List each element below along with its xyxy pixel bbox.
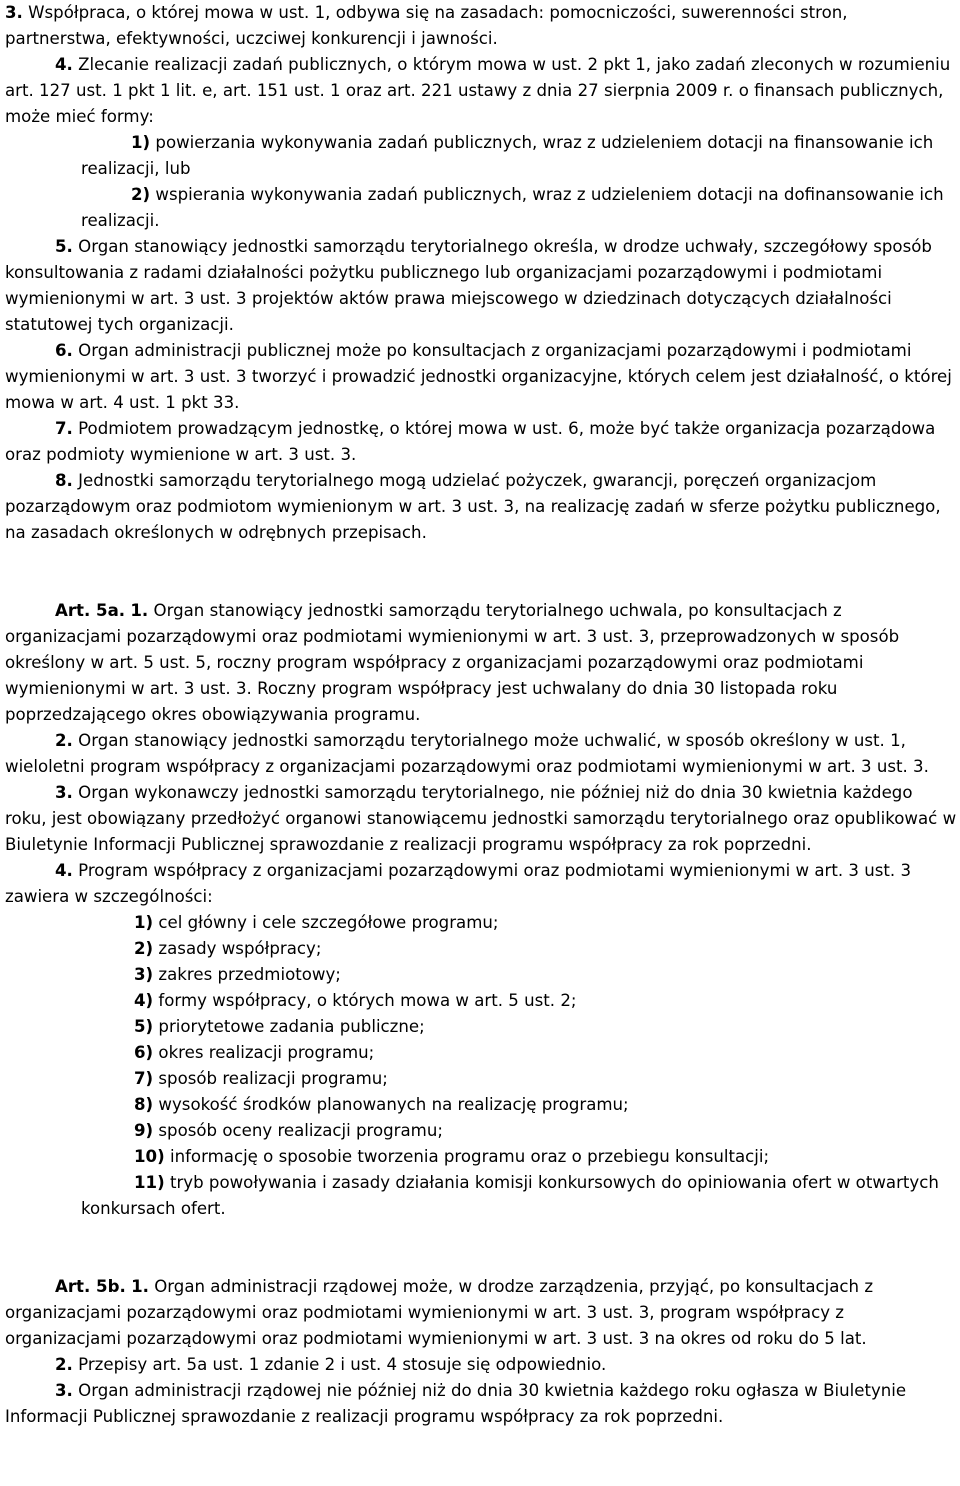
list-item-text: tryb powoływania i zasady działania komisji konkursowych do opiniowania ofert w otwartych konkursach ofert. — [81, 1173, 939, 1218]
list-item — [5, 1092, 957, 1118]
list-item-text: zakres przedmiotowy; — [153, 965, 341, 984]
paragraph-number: 6. — [55, 341, 73, 360]
point-text: wspierania wykonywania zadań publicznych, wraz z udzieleniem dotacji na dofinansowanie ich realizacji. — [81, 185, 944, 230]
list-item-text: formy współpracy, o których mowa w art. 5 ust. 2; — [153, 991, 577, 1010]
list-item-number: 6) — [134, 1043, 154, 1062]
paragraph-text: Organ wykonawczy jednostki samorządu terytorialnego, nie później niż do dnia 30 kwietnia każdego roku, jest obowiązany przedłożyć organowi stanowiącemu jednostki samorządu terytorialnego oraz opublikować w Biuletynie Informacji Publicznej sprawozdanie z realizacji programu współpracy za rok poprzedni. — [5, 783, 957, 854]
point-4-1 — [5, 130, 957, 182]
paragraph-5 — [5, 234, 957, 338]
paragraph-number: 3. — [55, 1381, 73, 1400]
list-item-number: 10) — [134, 1147, 165, 1166]
paragraph-text: Organ administracji rządowej może, w drodze zarządzenia, przyjąć, po konsultacjach z organizacjami pozarządowymi oraz podmiotami wymienionymi w art. 3 ust. 3, program współpracy z organizacjami pozarządowymi oraz podmiotami wymienionymi w art. 3 ust. 3 na okres od roku do 5 lat. — [5, 1277, 874, 1348]
spacer — [5, 546, 957, 572]
list-item — [5, 1118, 957, 1144]
paragraph-number: 3. — [55, 783, 73, 802]
list-item-number: 9) — [134, 1121, 154, 1140]
list-item-number: 1) — [134, 913, 154, 932]
paragraph-4 — [5, 52, 957, 130]
art5a-paragraph-1 — [5, 598, 957, 728]
spacer — [5, 572, 957, 598]
list-item-text: sposób oceny realizacji programu; — [153, 1121, 443, 1140]
list-item-text: cel główny i cele szczegółowe programu; — [153, 913, 499, 932]
point-number: 1) — [131, 133, 151, 152]
list-item — [5, 1040, 957, 1066]
art5b-paragraph-1 — [5, 1274, 957, 1352]
paragraph-number: 2. — [55, 1355, 73, 1374]
paragraph-number: 3. — [5, 3, 23, 22]
art5b-paragraph-3 — [5, 1378, 957, 1430]
paragraph-number: 1. — [130, 601, 149, 620]
list-item — [5, 988, 957, 1014]
list-item — [5, 910, 957, 936]
list-item — [5, 936, 957, 962]
paragraph-text: Organ stanowiący jednostki samorządu terytorialnego uchwala, po konsultacjach z organizacjami pozarządowymi oraz podmiotami wymienionymi w art. 3 ust. 3, przeprowadzonych w sposób określony w art. 5 ust. 5, roczny program współpracy z organizacjami pozarządowymi oraz podmiotami wymienionymi w art. 3 ust. 3. Roczny program współpracy jest uchwalany do dnia 30 listopada roku poprzedzającego okres obowiązywania programu. — [5, 601, 900, 724]
paragraph-number: 7. — [55, 419, 73, 438]
article-heading: Art. 5a. — [55, 601, 126, 620]
list-item — [5, 1014, 957, 1040]
paragraph-number: 8. — [55, 471, 73, 490]
list-item — [5, 1144, 957, 1170]
list-item-text: sposób realizacji programu; — [153, 1069, 388, 1088]
paragraph-text: Podmiotem prowadzącym jednostkę, o której mowa w ust. 6, może być także organizacja pozarządowa oraz podmioty wymienione w art. 3 ust. 3. — [5, 419, 936, 464]
paragraph-text: Zlecanie realizacji zadań publicznych, o którym mowa w ust. 2 pkt 1, jako zadań zleconych w rozumieniu art. 127 ust. 1 pkt 1 lit. e, art. 151 ust. 1 oraz art. 221 ustawy z dnia 27 sierpnia 2009 r. o finansach publicznych, może mieć formy: — [5, 55, 951, 126]
paragraph-number: 4. — [55, 861, 73, 880]
paragraph-6 — [5, 338, 957, 416]
list-item-text: zasady współpracy; — [153, 939, 322, 958]
paragraph-text: Organ stanowiący jednostki samorządu terytorialnego określa, w drodze uchwały, szczegółowy sposób konsultowania z radami działalności pożytku publicznego lub organizacjami pozarządowymi i podmiotami wymienionymi w art. 3 ust. 3 projektów aktów prawa miejscowego w dziedzinach dotyczących działalności statutowej tych organizacji. — [5, 237, 932, 334]
paragraph-text: Organ stanowiący jednostki samorządu terytorialnego może uchwalić, w sposób określony w ust. 1, wieloletni program współpracy z organizacjami pozarządowymi oraz podmiotami wymienionymi w art. 3 ust. 3. — [5, 731, 929, 776]
paragraph-text: Organ administracji publicznej może po konsultacjach z organizacjami pozarządowymi i podmiotami wymienionymi w art. 3 ust. 3 tworzyć i prowadzić jednostki organizacyjne, których celem jest działalność, o której mowa w art. 4 ust. 1 pkt 33. — [5, 341, 952, 412]
list-item-number: 4) — [134, 991, 154, 1010]
art5a-paragraph-2 — [5, 728, 957, 780]
spacer — [5, 1222, 957, 1248]
list-item — [5, 962, 957, 988]
paragraph-text: Jednostki samorządu terytorialnego mogą udzielać pożyczek, gwarancji, poręczeń organizacjom pozarządowym oraz podmiotom wymienionym w art. 3 ust. 3, na realizację zadań w sferze pożytku publicznego, na zasadach określonych w odrębnych przepisach. — [5, 471, 941, 542]
point-number: 2) — [131, 185, 151, 204]
list-item-number: 7) — [134, 1069, 154, 1088]
list-item-text: wysokość środków planowanych na realizację programu; — [153, 1095, 629, 1114]
list-item-number: 11) — [134, 1173, 165, 1192]
paragraph-text: Przepisy art. 5a ust. 1 zdanie 2 i ust. 4 stosuje się odpowiednio. — [72, 1355, 607, 1374]
paragraph-3 — [5, 0, 957, 52]
paragraph-number: 2. — [55, 731, 73, 750]
list-item-number: 8) — [134, 1095, 154, 1114]
list-item-text: okres realizacji programu; — [153, 1043, 375, 1062]
spacer — [5, 1248, 957, 1274]
paragraph-number: 5. — [55, 237, 73, 256]
point-text: powierzania wykonywania zadań publicznych, wraz z udzieleniem dotacji na finansowanie ich realizacji, lub — [81, 133, 934, 178]
art5b-paragraph-2 — [5, 1352, 957, 1378]
list-item-text: priorytetowe zadania publiczne; — [153, 1017, 425, 1036]
list-item — [5, 1170, 957, 1222]
art5a-paragraph-4 — [5, 858, 957, 910]
paragraph-number: 1. — [131, 1277, 149, 1296]
article-heading: Art. 5b. — [55, 1277, 126, 1296]
list-item-text: informację o sposobie tworzenia programu oraz o przebiegu konsultacji; — [164, 1147, 770, 1166]
paragraph-text: Współpraca, o której mowa w ust. 1, odbywa się na zasadach: pomocniczości, suwerenności stron, partnerstwa, efektywności, uczciwej konkurencji i jawności. — [5, 3, 848, 48]
paragraph-text: Program współpracy z organizacjami pozarządowymi oraz podmiotami wymienionymi w art. 3 ust. 3 zawiera w szczególności: — [5, 861, 912, 906]
paragraph-number: 4. — [55, 55, 73, 74]
art5a-paragraph-3 — [5, 780, 957, 858]
point-4-2 — [5, 182, 957, 234]
document-page — [5, 0, 957, 1430]
list-item — [5, 1066, 957, 1092]
paragraph-7 — [5, 416, 957, 468]
list-item-number: 2) — [134, 939, 154, 958]
list-item-number: 3) — [134, 965, 154, 984]
paragraph-text: Organ administracji rządowej nie później niż do dnia 30 kwietnia każdego roku ogłasza w Biuletynie Informacji Publicznej sprawozdanie z realizacji programu współpracy za rok poprzedni. — [5, 1381, 907, 1426]
list-item-number: 5) — [134, 1017, 154, 1036]
paragraph-8 — [5, 468, 957, 546]
